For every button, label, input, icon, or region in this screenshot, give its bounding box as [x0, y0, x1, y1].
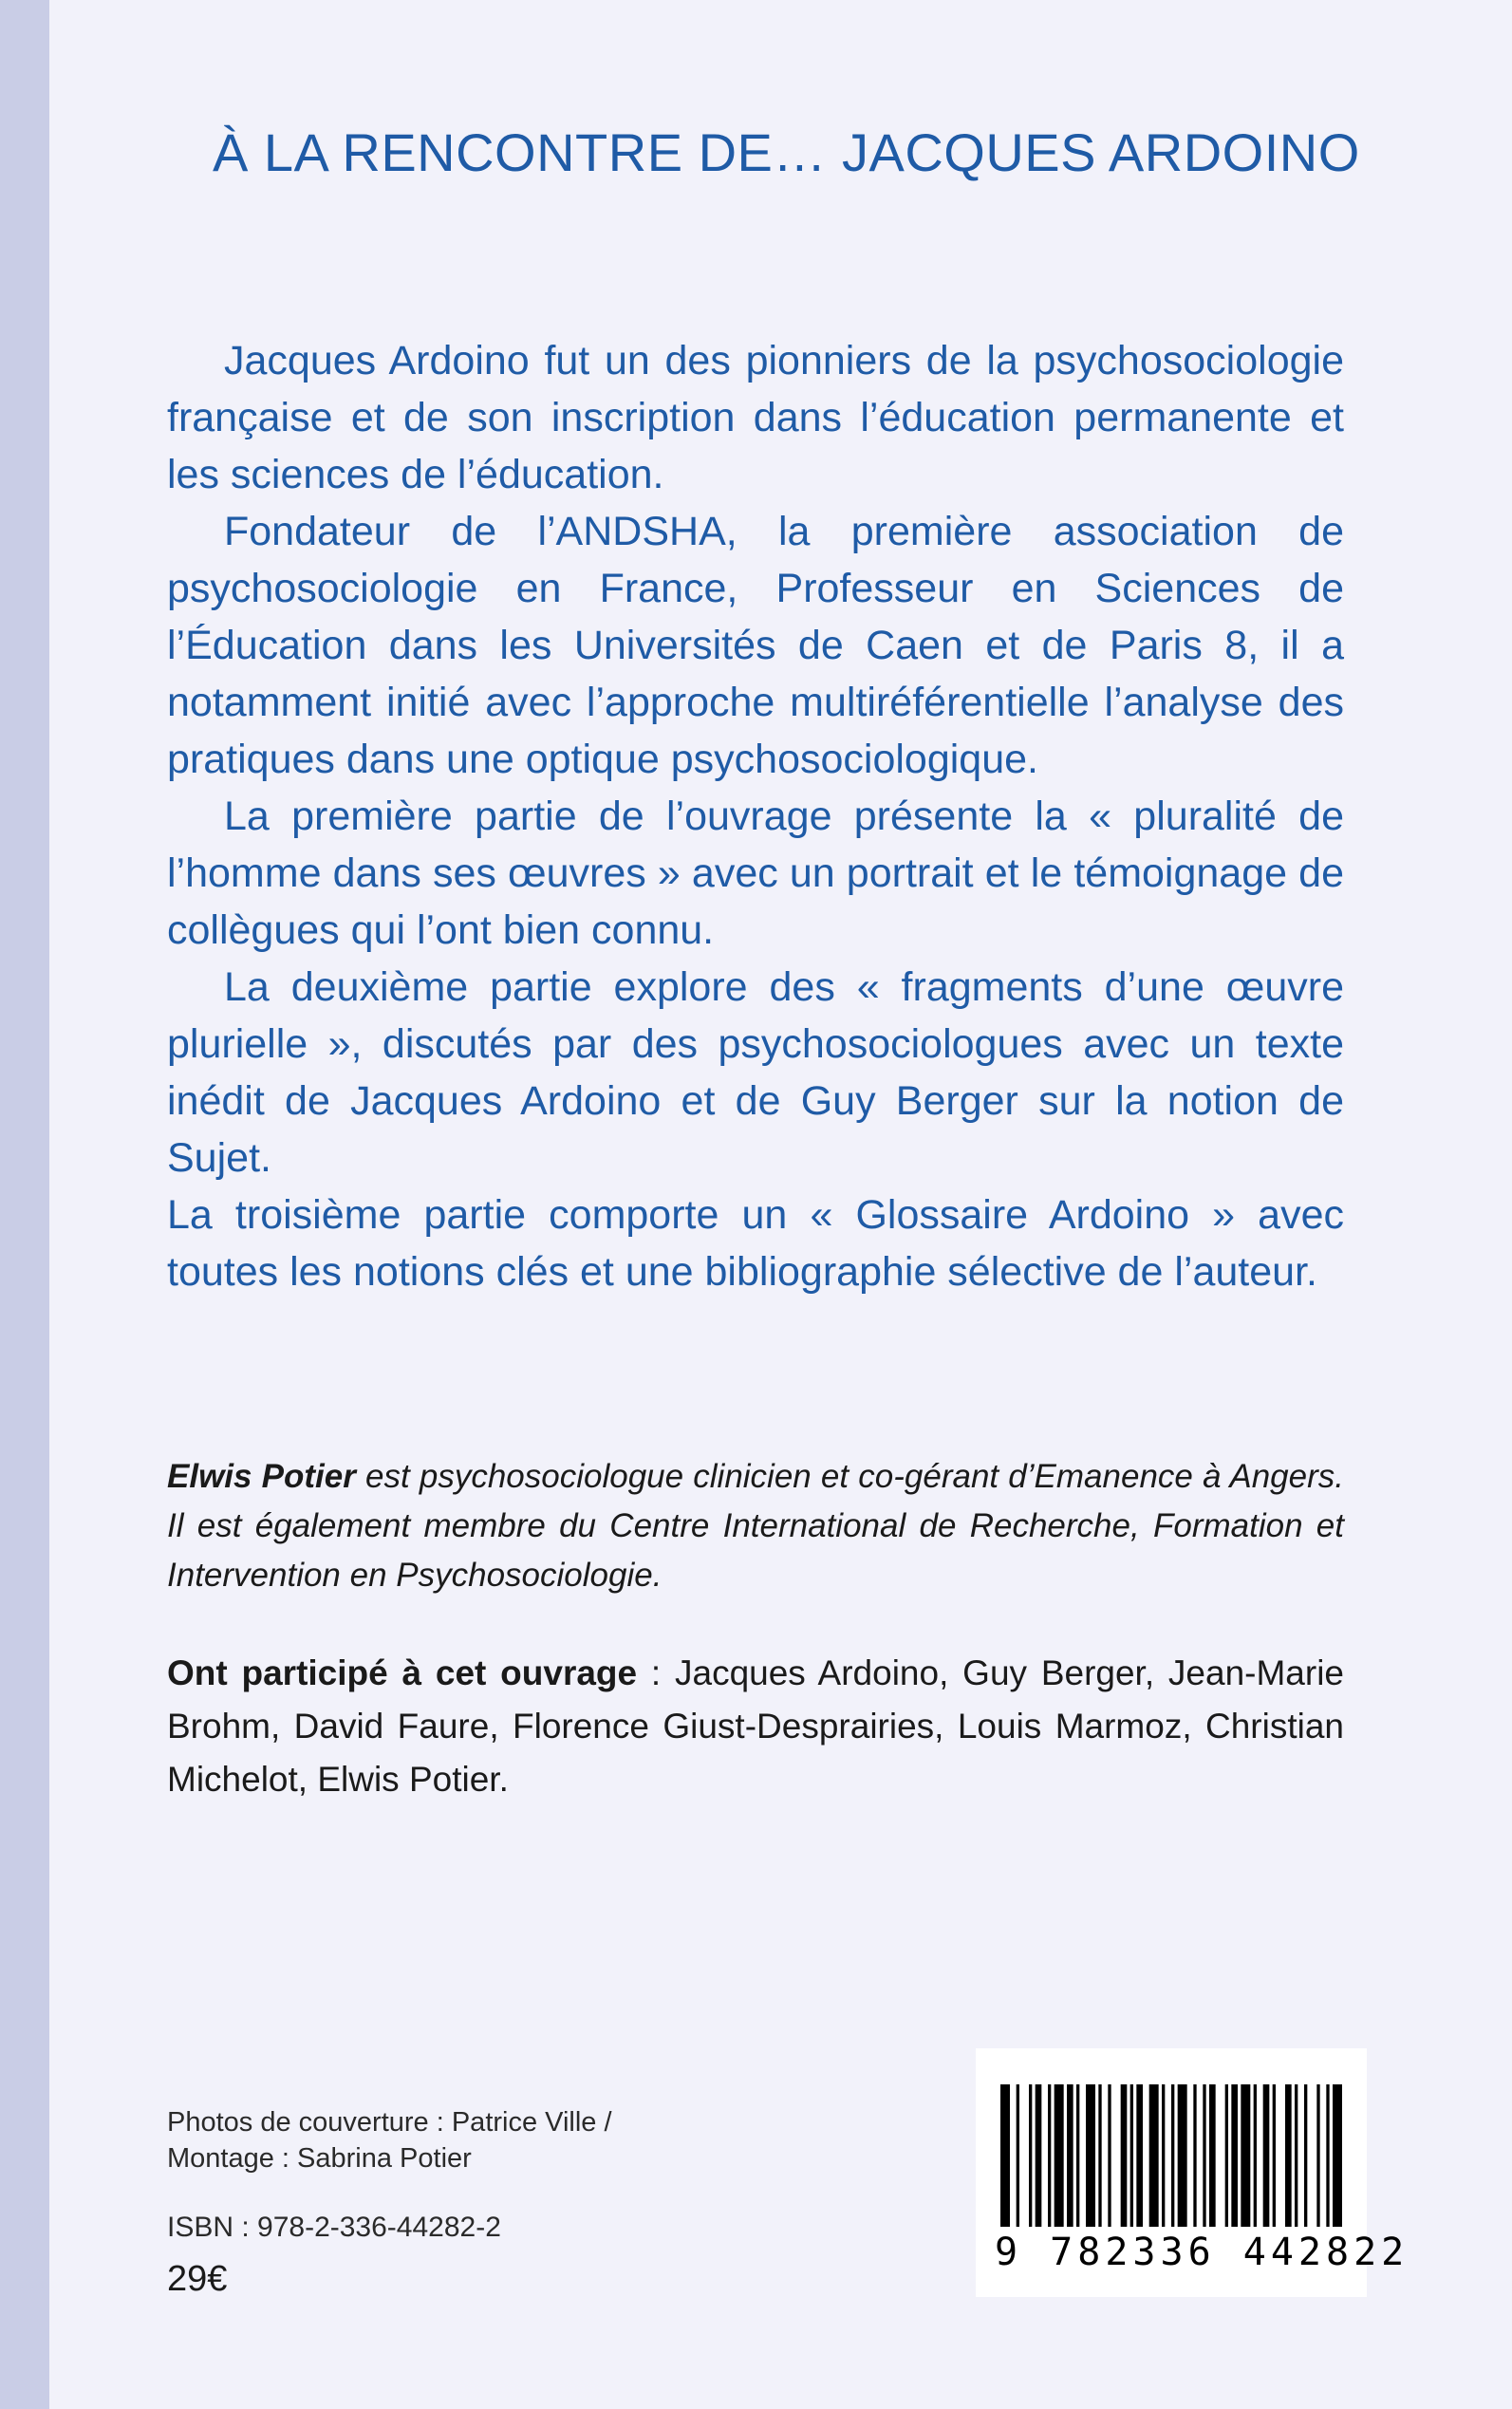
isbn: ISBN : 978-2-336-44282-2	[167, 2212, 501, 2243]
book-title: À LA RENCONTRE DE… JACQUES ARDOINO	[213, 122, 1360, 182]
spine-strip	[0, 0, 49, 2409]
barcode	[976, 2048, 1409, 2297]
credits-line-2: Montage : Sabrina Potier	[167, 2143, 472, 2174]
credits-line-1: Photos de couverture : Patrice Ville /	[167, 2107, 612, 2138]
contributors	[167, 1647, 1344, 1806]
contributors-label: Ont participé à cet ouvrage	[167, 1653, 638, 1692]
barcode-bars	[1000, 2084, 1342, 2236]
author-bio	[167, 1452, 1344, 1600]
summary-paragraph-4: La deuxième partie explore des « fragments d’une œuvre plurielle », discutés par des psychosociologues avec un texte inédit de Jacques Ardoino et de Guy Berger sur la notion de Sujet.	[167, 964, 1344, 1181]
summary-paragraph-3: La première partie de l’ouvrage présente la « pluralité de l’homme dans ses œuvres » avec un portrait et le témoignage de collègues qui l’ont bien connu.	[167, 794, 1344, 953]
contributors-names: : Jacques Ardoino, Guy Berger, Jean-Marie Brohm, David Faure, Florence Giust-Desprairies, Louis Marmoz, Christian Michelot, Elwis Potier.	[167, 1653, 1344, 1799]
author-bio-text: est psychosociologue clinicien et co-gérant d’Emanence à Angers. Il est également membre du Centre International de Recherche, Formation et Intervention en Psychosociologie.	[167, 1458, 1344, 1594]
back-cover-summary	[167, 332, 1344, 1300]
photo-credits	[167, 2104, 737, 2176]
summary-paragraph-5: La troisième partie comporte un « Glossaire Ardoino » avec toutes les notions clés et une bibliographie sélective de l’auteur.	[167, 1192, 1344, 1295]
summary-paragraph-1: Jacques Ardoino fut un des pionniers de la psychosociologie française et de son inscription dans l’éducation permanente et les sciences de l’éducation.	[167, 338, 1344, 497]
price: 29€	[167, 2259, 228, 2299]
summary-paragraph-2: Fondateur de l’ANDSHA, la première association de psychosociologie en France, Professeur en Sciences de l’Éducation dans les Universités de Caen et de Paris 8, il a notamment initié avec l’approche multiréférentielle l’analyse des pratiques dans une optique psychosociologique.	[167, 509, 1344, 782]
barcode-digits: 9 782336 442822	[995, 2231, 1409, 2274]
author-name: Elwis Potier	[167, 1458, 356, 1495]
